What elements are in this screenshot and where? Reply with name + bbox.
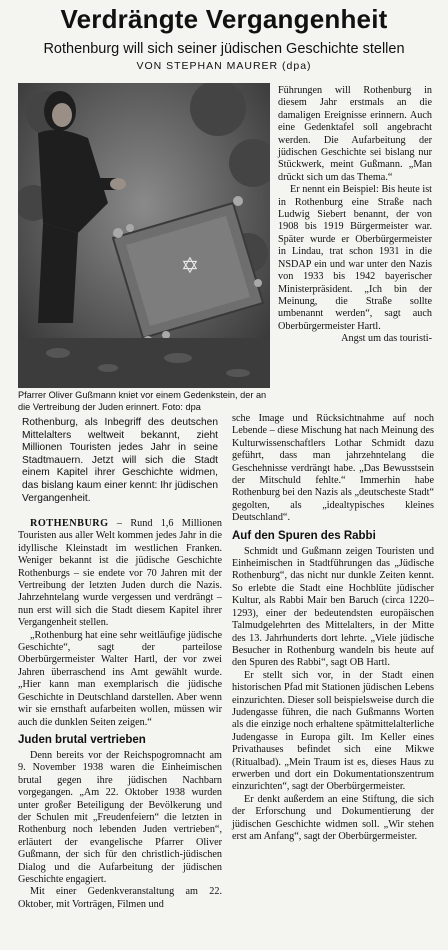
column-right [278, 85, 432, 346]
column-left [18, 518, 222, 911]
intro-paragraph: Rothenburg, als Inbegriff des deutschen Mittelalters weltweit bekannt, zieht Millionen Touristen jedes Jahr in seine Stadtmauern. Jetzt will sich die Stadt einem Kapitel ihrer Geschichte widmen, das bislang kaum einer kennt: Ihr jüdischen Vergangenheit. [22, 417, 218, 504]
svg-text:✡: ✡ [180, 254, 200, 279]
paragraph: „Rothenburg hat eine sehr weitläufige jüdische Geschichte“, sagt der parteilose Oberbürgermeister Walter Hartl, der vor zwei Jahren überraschend ins Amt gewählt wurde. „Hier kann man exemplarisch die jüdische Geschichte in Deutschland darstellen. Aber wenn wir sie ernsthaft aufarbeiten wollen, müssen wir auch die dunklen Seiten zeigen.“ [18, 629, 222, 728]
paragraph: – Rund 1,6 Millionen Touristen aus aller Welt kommen jedes Jahr in die idyllische Kleinstadt im westlichen Franken. Weniger bekannt ist die jüdische Geschichte Rothenburgs – sie endete vor 70 Jahren mit der Vertreibung der letzten Juden durch die Nazis. Jahrzehntelang wurde vergessen und verdrängt – nun erst will sich die Stadt diesem Kapitel ihrer Vergangenheit stellen. [18, 518, 222, 629]
headline: Verdrängte Vergangenheit [60, 4, 388, 34]
paragraph: sche Image und Rücksichtnahme auf noch Lebende – diese Mischung hat nach Meinung des Kulturwissenschaftlers Lothar Schmidt dazu geführt, dass man jahrzehntelang die Geschehnisse verdrängt habe. „Das Bewusstsein der Mitschuld fehlte.“ Immerhin habe Rothenburg bei den Nazis als „deutscheste Stadt“ gegolten, als „idealtypisches kleines Deutschland“. [232, 413, 434, 524]
section-subtitle: Auf den Spuren des Rabbi [232, 529, 376, 542]
paragraph: Denn bereits vor der Reichspogromnacht am 9. November 1938 waren die Einheimischen brutal gegen ihre jüdischen Nachbarn vorgegangen. „Am 22. Oktober 1938 wurden unter großer Beteiligung der Bevölkerung und der Schulen mit „Freudenfeiern“ die letzten in Rothenburg noch lebenden Juden vertrieben“, erläutert der evangelische Pfarrer Oliver Gußmann, der sich für den christlich-jüdischen Dialog und die Aufarbeitung der jüdischen Geschichte engagiert. [18, 749, 222, 885]
article-photo [18, 83, 270, 388]
subheadline: Rothenburg will sich seiner jüdischen Geschichte stellen [43, 41, 405, 57]
photo-caption: Pfarrer Oliver Gußmann kniet vor einem Gedenkstein, der an die Vertreibung der Juden erinnert. Foto: dpa [18, 390, 267, 412]
paragraph: Er nennt ein Beispiel: Bis heute ist in Rothenburg eine Straße nach Ludwig Siebert benannt, der von 1908 bis 1919 Bürgermeister war. Später wurde er Oberbürgermeister in Lindau, trat schon 1931 in die NSDAP ein und war unter den Nazis von 1933 bis 1942 bayerischer Ministerpräsident. „Ich bin der Meinung, die Straße sollte umbenannt werden“, sagt auch Oberbürgermeister Hartl. [278, 184, 432, 332]
dateline: ROTHENBURG [30, 518, 109, 529]
paragraph: Angst um das touristi- [341, 333, 432, 345]
paragraph: Er stellt sich vor, in der Stadt einen historischen Pfad mit Stationen jüdischen Lebens einzurichten. Dieser soll beispielsweise durch die Judengasse führen, die nach Gußmanns Worten als die einzige noch erhaltene spätmittelalterliche Judengasse in Europa gilt. Im Keller eines Privathauses befindet sich eine Mikwe (Ritualbad). „Mein Traum ist es, dieses Haus zu erwerben und dort ein Dokumentationszentrum einzurichten“, sagt der Oberbürgermeister. [232, 669, 434, 793]
paragraph: Schmidt und Gußmann zeigen Touristen und Einheimischen in Stadtführungen das „Jüdische Rothenburg“, das nicht nur dunkle Zeiten kennt. So erlebte die Stadt eine Hochblüte jüdischer Kultur, als Rabbi Mair ben Baruch (circa 1220–1293), einer der bedeutendsten europäischen Talmudgelehrten des Mittelalters, in der Mitte des 13. Jahrhunderts dort lehrte. „Viele jüdische Besucher in Rothenburg wandeln bis heute auf den Spuren des Rabbi“, sagt OB Hartl. [232, 545, 434, 669]
paragraph: Er denkt außerdem an eine Stiftung, die sich der Erforschung und Dokumentierung der jüdischen Geschichte widmen soll. „Wir stehen erst am Anfang“, sagt der Oberbürgermeister. [232, 793, 434, 842]
paragraph: Mit einer Gedenkveranstaltung am 22. Oktober, mit Vorträgen, Filmen und [18, 886, 222, 910]
photo-illustration [18, 83, 270, 388]
section-subtitle: Juden brutal vertrieben [18, 733, 146, 746]
column-middle [232, 413, 434, 843]
byline: VON STEPHAN MAURER (dpa) [136, 60, 312, 72]
paragraph: Führungen will Rothenburg in diesem Jahr erstmals an die damaligen Ereignisse erinnern. Auch eine Gedenktafel soll angebracht werden. Die Aufarbeitung der jüdischen Geschichte sei bislang nur Stückwerk, meint Gußmann. „Man drückt sich um das Thema.“ [278, 85, 432, 183]
